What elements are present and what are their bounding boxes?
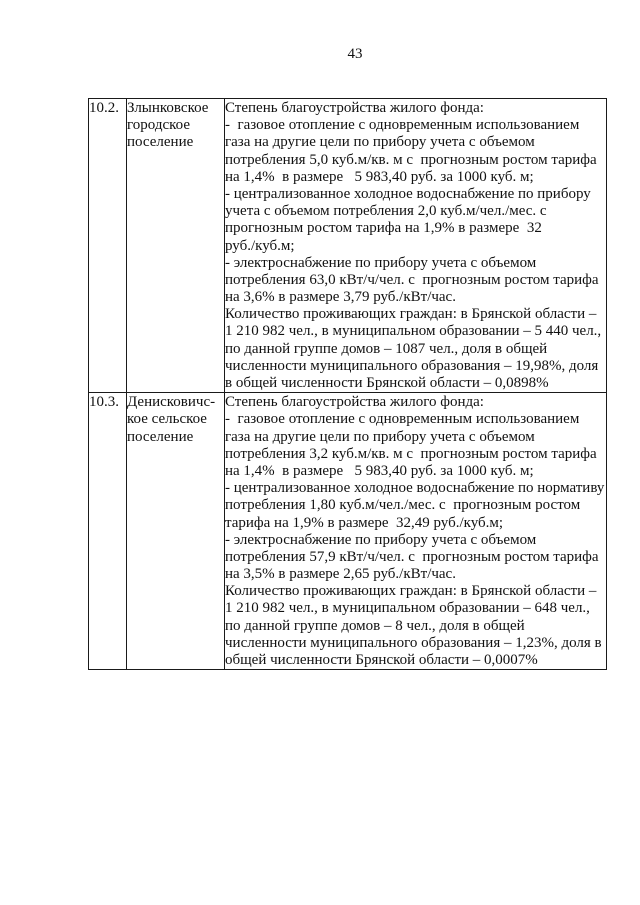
- description-line: тарифа на 1,9% в размере 32,49 руб./куб.м;: [225, 514, 504, 531]
- settlement-name-line: поселение: [127, 134, 194, 151]
- description-line: 1 210 982 чел., в муниципальном образовании – 5 440 чел.,: [225, 323, 602, 340]
- description-line: численности муниципального образования – 1,23%, доля в: [225, 634, 602, 651]
- description-line: Степень благоустройства жилого фонда:: [225, 100, 484, 116]
- description-line: потребления 57,9 кВт/ч/чел. с прогнозным ростом тарифа: [225, 548, 599, 565]
- description-line: Степень благоустройства жилого фонда:: [225, 394, 484, 411]
- description-line: - централизованное холодное водоснабжение по прибору: [225, 185, 591, 202]
- description-line: руб./куб.м;: [225, 237, 295, 254]
- description-line: на 3,5% в размере 2,65 руб./кВт/час.: [225, 566, 456, 583]
- settlements-table: [88, 98, 607, 670]
- description-line: Количество проживающих граждан: в Брянской области –: [225, 306, 597, 323]
- description-line: на 1,4% в размере 5 983,40 руб. за 1000 куб. м;: [225, 168, 534, 185]
- settlement-name-line: кое сельское: [127, 411, 207, 428]
- row-number-cell: [89, 393, 127, 670]
- row-number: 10.3.: [89, 394, 119, 411]
- description-line: - электроснабжение по прибору учета с объемом: [225, 254, 537, 271]
- description-line: - газовое отопление с одновременным использованием: [225, 411, 580, 428]
- description-line: Количество проживающих граждан: в Брянской области –: [225, 583, 597, 600]
- description-cell: [225, 99, 607, 393]
- settlement-name-line: поселение: [127, 428, 194, 445]
- table-row: [89, 99, 607, 393]
- description-line: по данной группе домов – 8 чел., доля в общей: [225, 617, 525, 634]
- description-line: по данной группе домов – 1087 чел., доля в общей: [225, 340, 548, 357]
- settlement-name-cell: [127, 99, 225, 393]
- row-number: 10.2.: [89, 100, 119, 116]
- description-line: общей численности Брянской области – 0,0007%: [225, 652, 538, 668]
- description-line: газа на другие цели по прибору учета с объемом: [225, 428, 535, 445]
- description-line: потребления 1,80 куб.м/чел./мес. с прогнозным ростом: [225, 497, 581, 514]
- settlement-name-line: Денисковичс-: [127, 394, 216, 411]
- settlement-name-line: Злынковское: [127, 100, 209, 116]
- description-line: потребления 63,0 кВт/ч/чел. с прогнозным ростом тарифа: [225, 271, 599, 288]
- row-number-cell: [89, 99, 127, 393]
- description-line: прогнозным ростом тарифа на 1,9% в размере 32: [225, 220, 542, 237]
- description-line: - электроснабжение по прибору учета с объемом: [225, 531, 537, 548]
- settlement-name-line: городское: [127, 117, 191, 134]
- description-line: 1 210 982 чел., в муниципальном образовании – 648 чел.,: [225, 600, 590, 617]
- description-line: на 3,6% в размере 3,79 руб./кВт/час.: [225, 289, 456, 306]
- description-line: - централизованное холодное водоснабжение по нормативу: [225, 480, 605, 497]
- description-line: в общей численности Брянской области – 0,0898%: [225, 375, 549, 391]
- description-line: учета с объемом потребления 2,0 куб.м/чел./мес. с: [225, 203, 547, 220]
- description-line: - газовое отопление с одновременным использованием: [225, 117, 580, 134]
- description-line: потребления 3,2 куб.м/кв. м с прогнозным ростом тарифа: [225, 445, 597, 462]
- description-line: на 1,4% в размере 5 983,40 руб. за 1000 куб. м;: [225, 462, 534, 479]
- description-line: потребления 5,0 куб.м/кв. м с прогнозным ростом тарифа: [225, 151, 597, 168]
- description-line: численности муниципального образования – 19,98%, доля: [225, 357, 599, 374]
- description-line: газа на другие цели по прибору учета с объемом: [225, 134, 535, 151]
- description-cell: [225, 393, 607, 670]
- settlement-name-cell: [127, 393, 225, 670]
- table-row: [89, 393, 607, 670]
- page-number: 43: [347, 46, 363, 62]
